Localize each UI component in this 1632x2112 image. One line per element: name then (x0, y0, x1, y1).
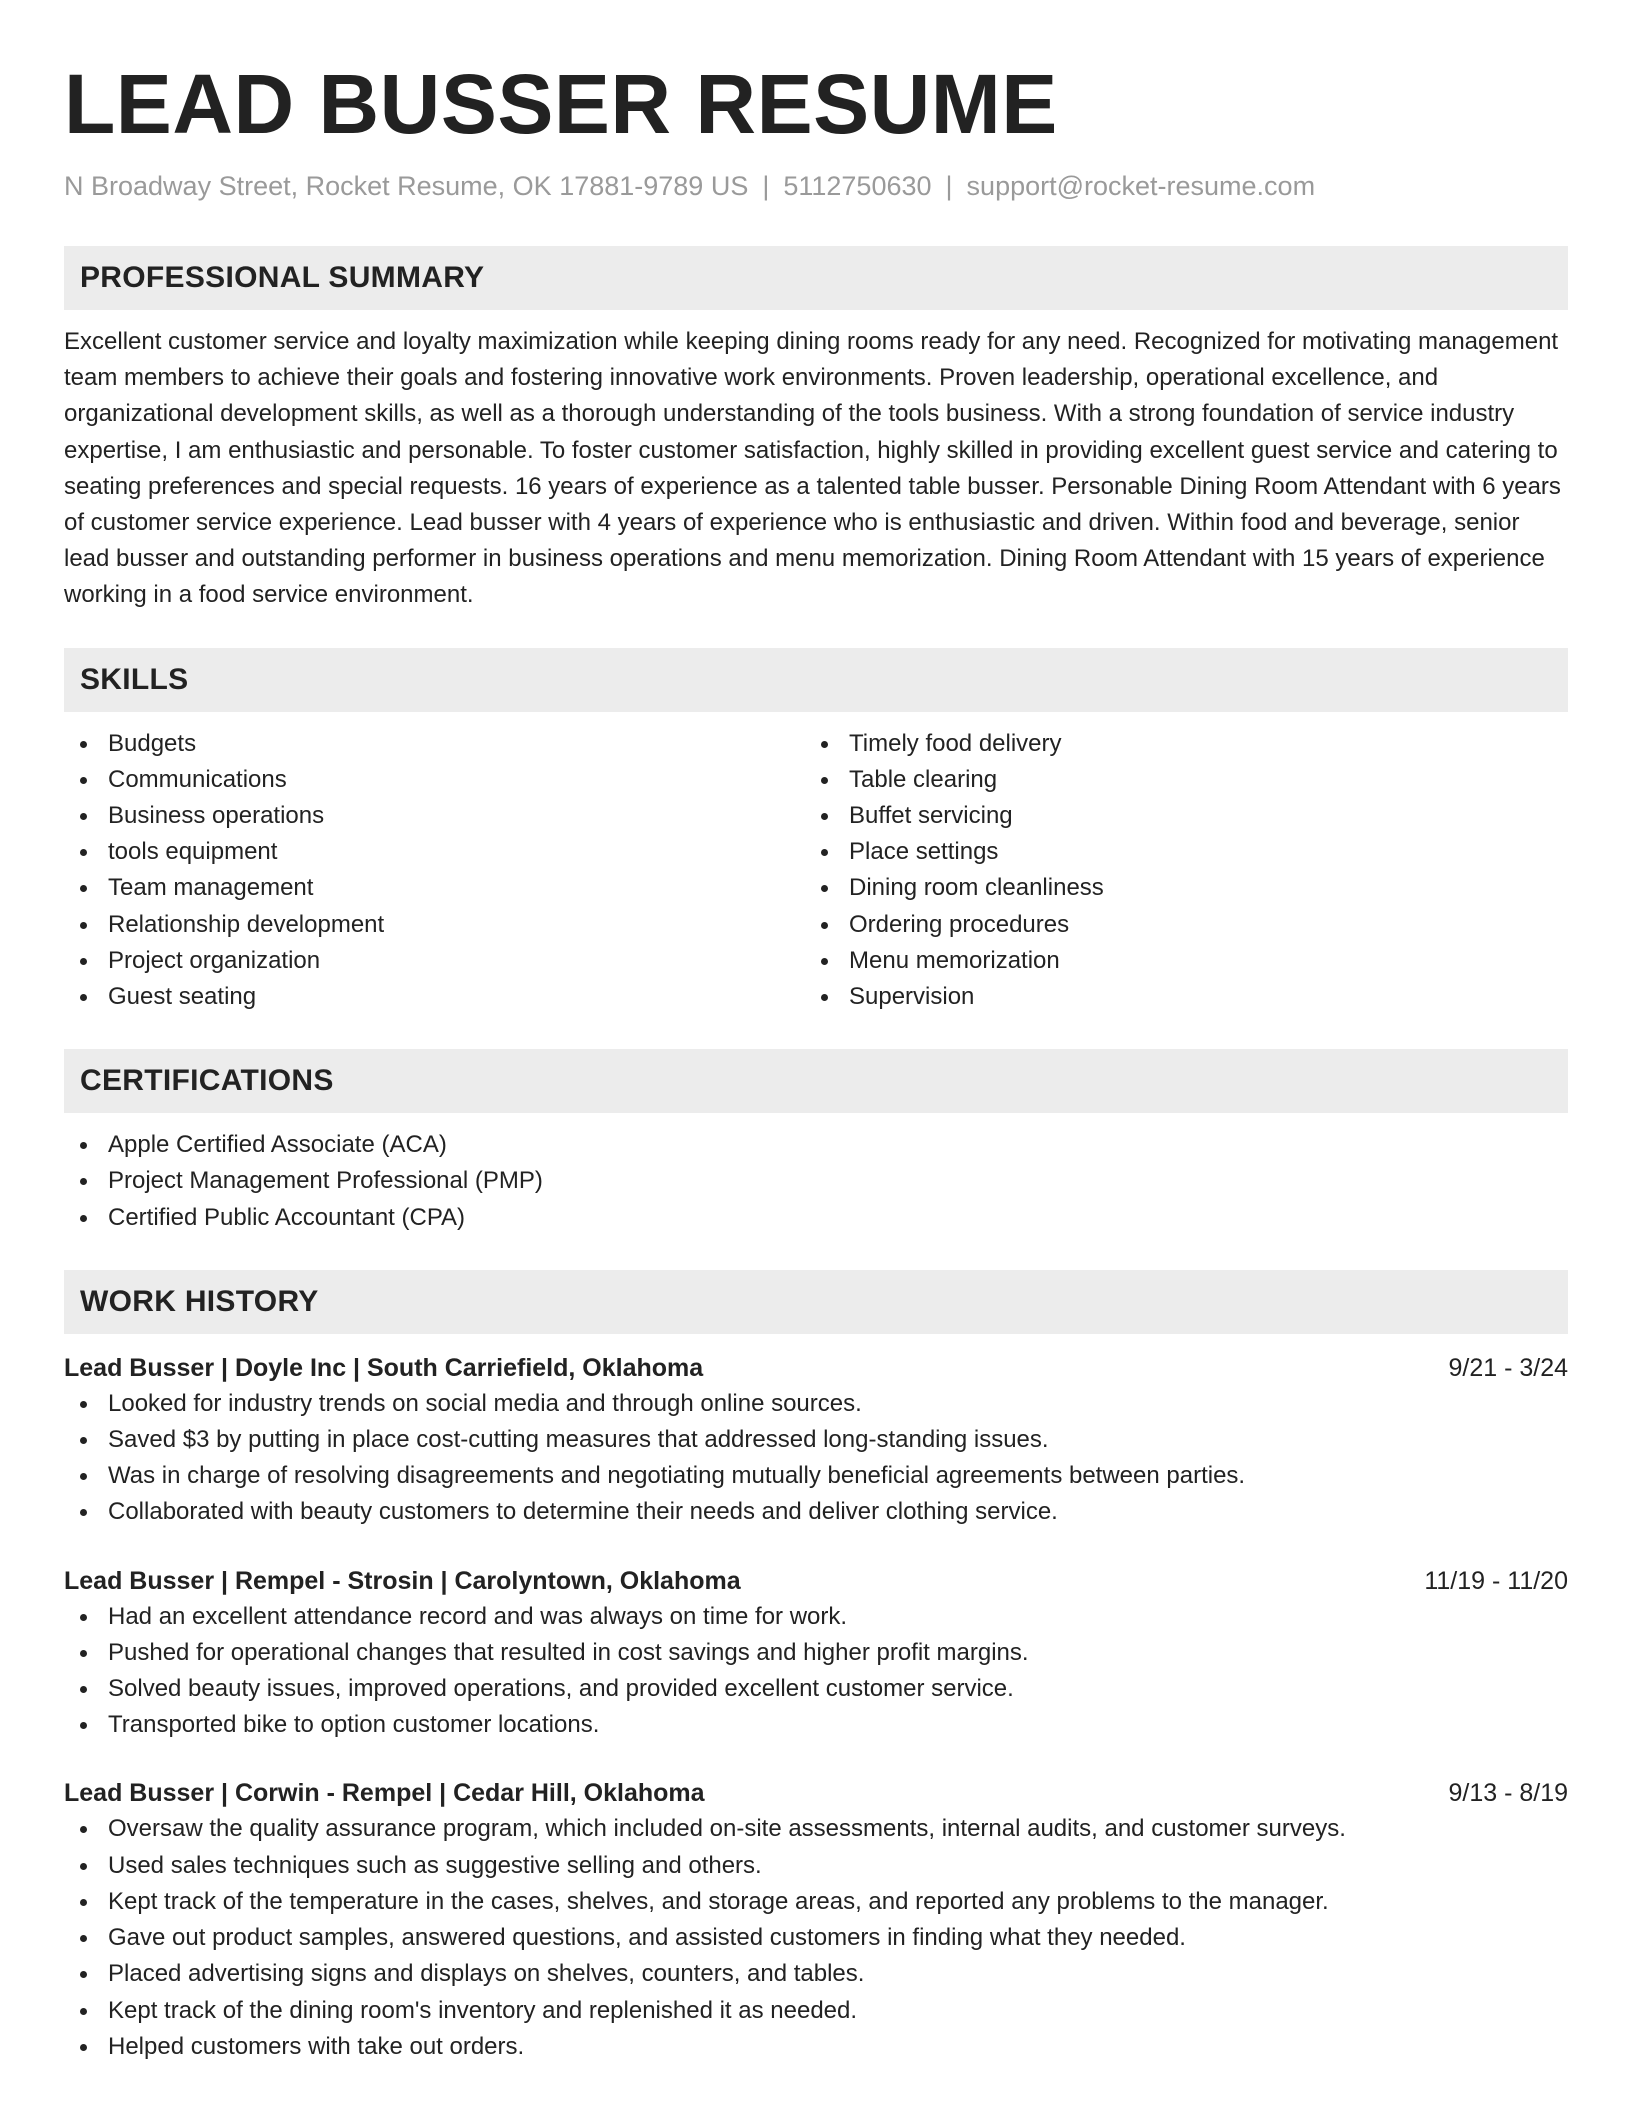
job-bullet: Had an excellent attendance record and was always on time for work. (64, 1599, 1568, 1635)
skills-column-right (805, 726, 1546, 1016)
section-header-skills (64, 648, 1568, 712)
resume-title: LEAD BUSSER RESUME (64, 57, 1058, 151)
certification-item: Apple Certified Associate (ACA) (64, 1127, 1568, 1163)
skill-item: Communications (64, 762, 805, 798)
contact-separator: | (762, 171, 770, 201)
job-bullet: Placed advertising signs and displays on shelves, counters, and tables. (64, 1956, 1568, 1992)
skill-item: Project organization (64, 943, 805, 979)
job-entry (64, 1775, 1568, 2064)
skills-grid (64, 726, 1568, 1016)
job-bullet: Solved beauty issues, improved operations, and provided excellent customer service. (64, 1671, 1568, 1707)
job-bullet: Transported bike to option customer locations. (64, 1707, 1568, 1743)
skill-item: Guest seating (64, 979, 805, 1015)
section-header-certifications (64, 1049, 1568, 1113)
job-bullets (64, 1386, 1568, 1531)
skills-list-right (805, 726, 1546, 1016)
skill-item: Supervision (805, 979, 1546, 1015)
job-dates: 9/21 - 3/24 (1448, 1353, 1568, 1382)
job-header (64, 1563, 1568, 1599)
job-bullet: Pushed for operational changes that resulted in cost savings and higher profit margins. (64, 1635, 1568, 1671)
section-title-summary: PROFESSIONAL SUMMARY (80, 261, 485, 294)
job-title: Lead Busser | Rempel - Strosin | Carolyntown, Oklahoma (64, 1566, 741, 1595)
job-dates: 9/13 - 8/19 (1448, 1779, 1568, 1808)
job-title: Lead Busser | Corwin - Rempel | Cedar Hill, Oklahoma (64, 1779, 705, 1808)
section-header-summary (64, 246, 1568, 310)
certification-item: Project Management Professional (PMP) (64, 1163, 1568, 1199)
job-header (64, 1350, 1568, 1386)
section-title-work-history: WORK HISTORY (80, 1284, 319, 1318)
job-bullet: Used sales techniques such as suggestive selling and others. (64, 1848, 1568, 1884)
job-header (64, 1775, 1568, 1811)
job-bullet: Collaborated with beauty customers to determine their needs and deliver clothing service. (64, 1494, 1568, 1530)
skill-item: Relationship development (64, 907, 805, 943)
job-bullet: Oversaw the quality assurance program, which included on-site assessments, internal audits, and customer surveys. (64, 1811, 1568, 1847)
certifications-list (64, 1127, 1568, 1236)
skill-item: Table clearing (805, 762, 1546, 798)
skill-item: Timely food delivery (805, 726, 1546, 762)
job-bullet: Looked for industry trends on social media and through online sources. (64, 1386, 1568, 1422)
skill-item: Dining room cleanliness (805, 870, 1546, 906)
skill-item: Buffet servicing (805, 798, 1546, 834)
skill-item: Ordering procedures (805, 907, 1546, 943)
job-bullet: Kept track of the dining room's inventory and replenished it as needed. (64, 1993, 1568, 2029)
job-bullet: Saved $3 by putting in place cost-cutting measures that addressed long-standing issues. (64, 1422, 1568, 1458)
skills-column-left (64, 726, 805, 1016)
job-bullet: Kept track of the temperature in the cases, shelves, and storage areas, and reported any problems to the manager. (64, 1884, 1568, 1920)
skills-list-left (64, 726, 805, 1016)
contact-separator: | (945, 171, 953, 201)
contact-address: N Broadway Street, Rocket Resume, OK 17881-9789 US (64, 171, 749, 201)
section-title-skills: SKILLS (80, 662, 189, 696)
summary-text: Excellent customer service and loyalty maximization while keeping dining rooms ready for any need. Recognized for motivating management team members to achieve their goals and fostering innovative work environments. Proven leadership, operational excellence, and organizational development skills, as well as a thorough understanding of the tools business. With a strong foundation of service industry expertise, I am enthusiastic and personable. To foster customer satisfaction, highly skilled in providing excellent guest service and catering to seating preferences and special requests. 16 years of experience as a talented table busser. Personable Dining Room Attendant with 6 years of customer service experience. Lead busser with 4 years of experience who is enthusiastic and driven. Within food and beverage, senior lead busser and outstanding performer in business operations and menu memorization. Dining Room Attendant with 15 years of experience working in a food service environment. (64, 328, 1561, 609)
contact-phone: 5112750630 (783, 171, 932, 201)
job-entry (64, 1563, 1568, 1744)
contact-email[interactable]: support@rocket-resume.com (966, 171, 1316, 201)
skill-item: Place settings (805, 834, 1546, 870)
certification-item: Certified Public Accountant (CPA) (64, 1200, 1568, 1236)
skill-item: Menu memorization (805, 943, 1546, 979)
job-dates: 11/19 - 11/20 (1424, 1566, 1568, 1595)
job-bullet: Helped customers with take out orders. (64, 2029, 1568, 2065)
job-title: Lead Busser | Doyle Inc | South Carriefield, Oklahoma (64, 1353, 704, 1382)
job-bullets (64, 1599, 1568, 1744)
job-entry (64, 1350, 1568, 1531)
skill-item: Team management (64, 870, 805, 906)
contact-line (64, 168, 1568, 204)
skill-item: tools equipment (64, 834, 805, 870)
skill-item: Business operations (64, 798, 805, 834)
job-bullet: Was in charge of resolving disagreements and negotiating mutually beneficial agreements between parties. (64, 1458, 1568, 1494)
job-bullet: Gave out product samples, answered questions, and assisted customers in finding what they needed. (64, 1920, 1568, 1956)
skill-item: Budgets (64, 726, 805, 762)
job-bullets (64, 1811, 1568, 2064)
section-title-certifications: CERTIFICATIONS (80, 1064, 334, 1098)
section-header-work-history (64, 1270, 1568, 1334)
